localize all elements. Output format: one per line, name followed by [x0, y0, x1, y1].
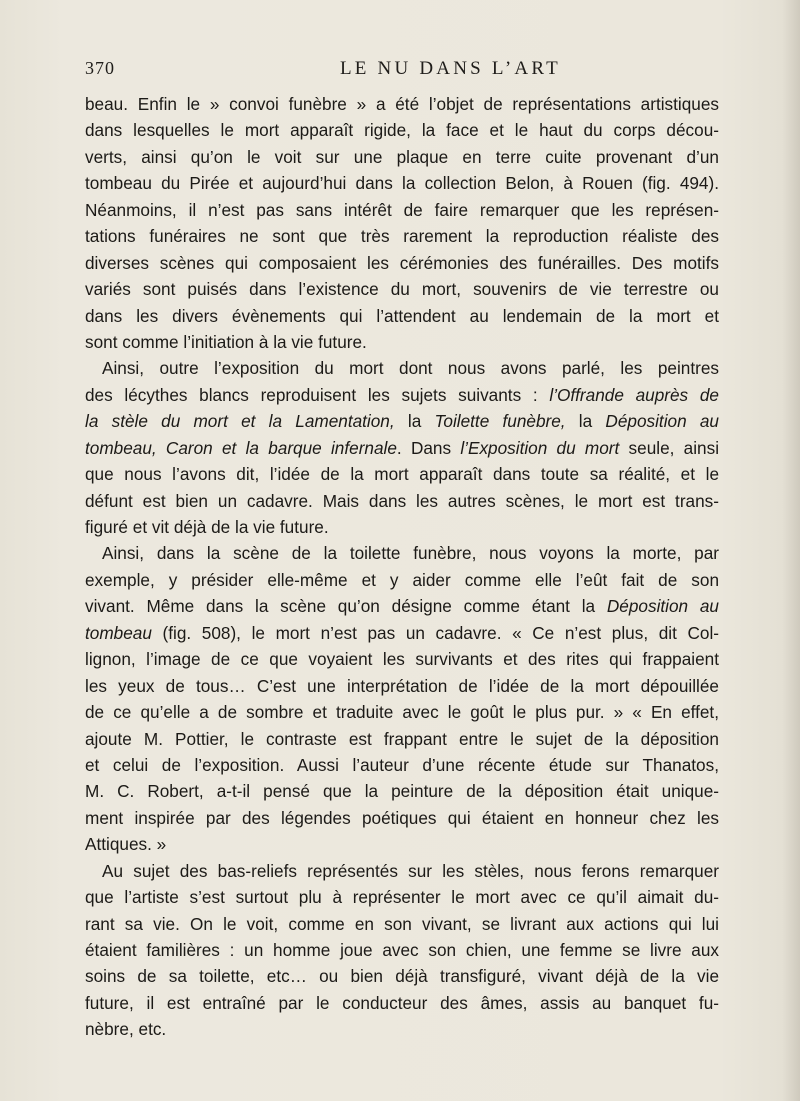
text-run: que nous l’avons dit, l’idée de la mort apparaît dans toute sa réalité, et le: [85, 464, 719, 485]
text-run: diverses scènes qui composaient les cérémonies des funérailles. Des motifs: [85, 252, 719, 273]
text-run: Attiques. »: [85, 834, 167, 855]
italic-title: Toilette funèbre,: [434, 411, 566, 432]
text-run: tombeau du Pirée et aujourd’hui dans la collection Belon, à Rouen (fig. 494).: [85, 173, 719, 194]
text-run: lignon, l’image de ce que voyaient les survivants et des rites qui frappaient: [85, 649, 719, 670]
text-line: [85, 170, 719, 196]
text-line: [85, 223, 719, 249]
body-text: [85, 91, 719, 1043]
text-line: [85, 250, 719, 276]
text-run: Ainsi, dans la scène de la toilette funèbre, nous voyons la morte, par: [102, 543, 719, 564]
text-line: [85, 117, 719, 143]
text-run: exemple, y présider elle-même et y aider comme elle l’eût fait de son: [85, 569, 719, 590]
text-run: de ce qu’elle a de sombre et traduite avec le goût le plus pur. » « En effet,: [85, 702, 719, 723]
text-line: [85, 699, 719, 725]
text-line: [85, 355, 719, 381]
text-line: [85, 831, 719, 857]
text-line: [85, 329, 719, 355]
text-run: Au sujet des bas-reliefs représentés sur les stèles, nous ferons remarquer: [102, 860, 719, 881]
text-line: [85, 197, 719, 223]
text-line: [85, 646, 719, 672]
text-run: seule, ainsi: [619, 437, 720, 458]
page-edge-shadow: [782, 0, 800, 1101]
text-line: [85, 540, 719, 566]
text-line: [85, 1016, 719, 1042]
text-run: (fig. 508), le mort n’est pas un cadavre. « Ce n’est plus, dit Col-: [151, 622, 719, 643]
text-run: les yeux de tous… C’est une interprétation de l’idée de la mort dépouillée: [85, 675, 719, 696]
text-line: [85, 144, 719, 170]
text-line: [85, 963, 719, 989]
text-run: que l’artiste s’est surtout plu à représenter le mort avec ce qu’il aimait du-: [85, 887, 719, 908]
text-run: sont comme l’initiation à la vie future.: [85, 331, 367, 352]
text-line: [85, 620, 719, 646]
text-run: variés sont puisés dans l’existence du mort, souvenirs de vie terrestre ou: [85, 279, 719, 300]
italic-title: Déposition au: [605, 411, 719, 432]
text-run: verts, ainsi qu’on le voit sur une plaque en terre cuite provenant d’un: [85, 146, 719, 167]
text-line: [85, 673, 719, 699]
text-line: [85, 461, 719, 487]
text-run: ajoute M. Pottier, le contraste est frappant entre le sujet de la déposition: [85, 728, 719, 749]
text-run: dans lesquelles le mort apparaît rigide, la face et le haut du corps décou-: [85, 120, 719, 141]
text-run: la: [394, 411, 435, 432]
text-line: [85, 593, 719, 619]
text-run: figuré et vit déjà de la vie future.: [85, 517, 329, 537]
text-line: [85, 752, 719, 778]
page-number: 370: [85, 58, 115, 78]
text-run: nèbre, etc.: [85, 1019, 167, 1040]
text-line: [85, 937, 719, 963]
text-line: [85, 435, 719, 461]
running-header: [85, 58, 717, 84]
text-line: [85, 911, 719, 937]
italic-title: la stèle du mort et la Lamentation,: [85, 411, 395, 432]
italic-title: l’Exposition du mort: [460, 437, 620, 458]
text-line: [85, 514, 719, 540]
text-line: [85, 805, 719, 831]
text-line: [85, 488, 719, 514]
italic-title: tombeau: [85, 622, 152, 643]
italic-title: Déposition au: [606, 596, 719, 617]
text-run: la: [565, 411, 606, 432]
text-line: [85, 778, 719, 804]
text-line: [85, 303, 719, 329]
text-line: [85, 567, 719, 593]
text-line: [85, 858, 719, 884]
text-run: M. C. Robert, a-t-il pensé que la peinture de la déposition était unique-: [85, 781, 719, 802]
italic-title: tombeau, Caron et la barque infernale: [85, 437, 397, 458]
text-run: vivant. Même dans la scène qu’on désigne comme étant la: [85, 596, 607, 617]
text-run: future, il est entraîné par le conducteur des âmes, assis au banquet fu-: [85, 992, 719, 1013]
text-run: soins de sa toilette, etc… ou bien déjà transfiguré, vivant déjà de la vie: [85, 966, 719, 987]
text-run: Ainsi, outre l’exposition du mort dont nous avons parlé, les peintres: [102, 358, 719, 379]
text-run: . Dans: [396, 437, 461, 458]
text-line: [85, 408, 719, 434]
running-title: LE NU DANS L’ART: [340, 58, 561, 79]
text-line: [85, 990, 719, 1016]
text-line: [85, 884, 719, 910]
italic-title: l’Offrande auprès de: [549, 384, 719, 405]
text-run: étaient familières : un homme joue avec son chien, une femme se livre aux: [85, 940, 719, 960]
text-run: rant sa vie. On le voit, comme en son vivant, se livrant aux actions qui lui: [85, 913, 719, 934]
text-run: tations funéraires ne sont que très rarement la reproduction réaliste des: [85, 226, 719, 247]
text-line: [85, 276, 719, 302]
text-run: dans les divers évènements qui l’attendent au lendemain de la mort et: [85, 305, 719, 326]
text-run: et celui de l’exposition. Aussi l’auteur d’une récente étude sur Thanatos,: [85, 754, 719, 775]
text-line: [85, 91, 719, 117]
text-run: défunt est bien un cadavre. Mais dans les autres scènes, le mort est trans-: [85, 490, 719, 511]
text-run: Néanmoins, il n’est pas sans intérêt de faire remarquer que les représen-: [85, 199, 719, 220]
text-line: [85, 726, 719, 752]
text-run: beau. Enfin le » convoi funèbre » a été l’objet de représentations artistiques: [85, 94, 719, 114]
text-run: ment inspirée par des légendes poétiques qui étaient en honneur chez les: [85, 807, 719, 828]
text-run: des lécythes blancs reproduisent les sujets suivants :: [85, 384, 550, 405]
text-line: [85, 382, 719, 408]
